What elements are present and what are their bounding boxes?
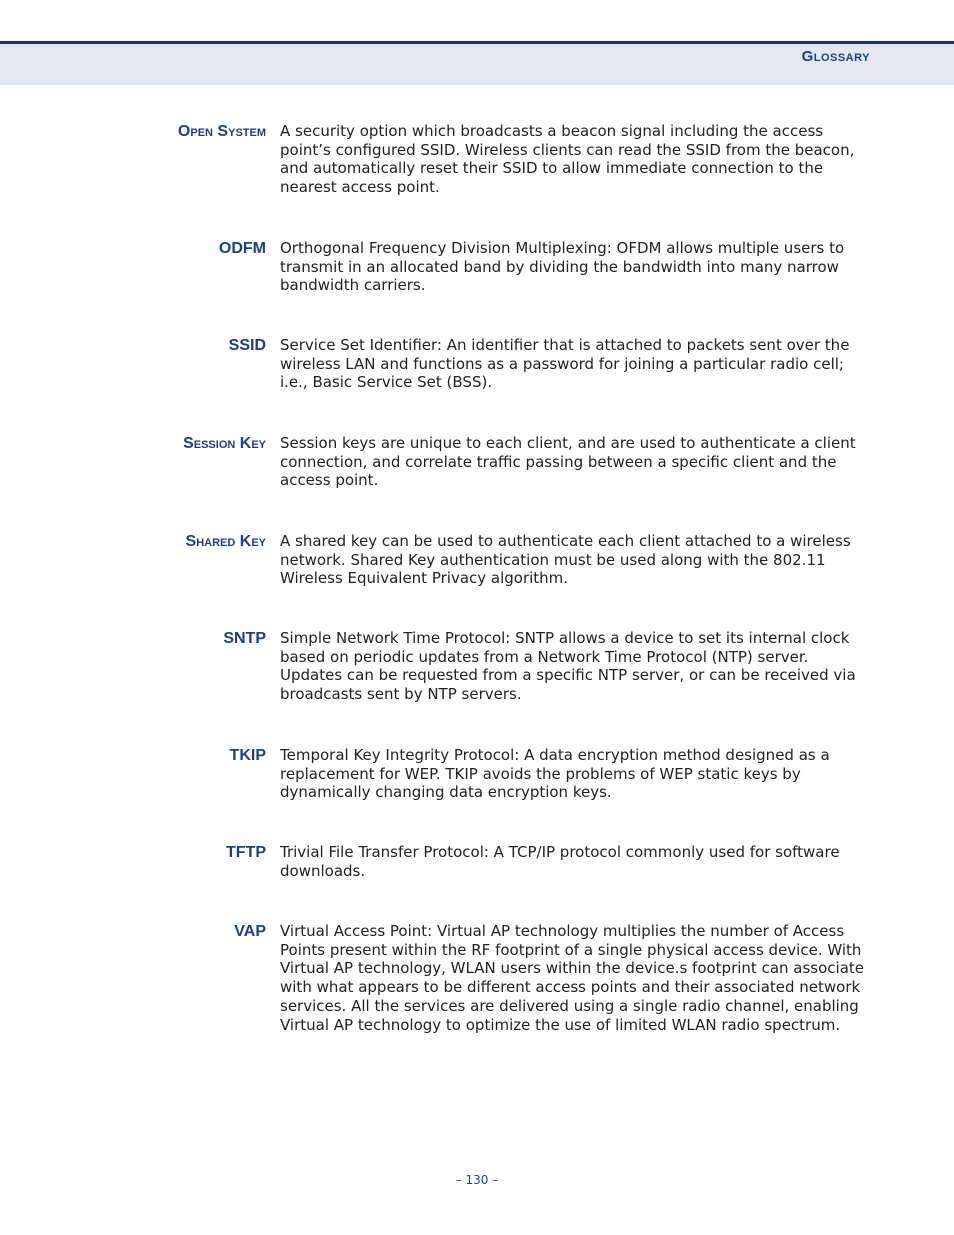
glossary-definition: Session keys are unique to each client, and are used to authenticate a client connection, and correlate traffic passing between a specific client and the access point. — [280, 434, 856, 490]
glossary-term: Session Key — [183, 435, 266, 452]
page-header — [0, 41, 954, 85]
glossary-definition: Virtual Access Point: Virtual AP technology multiplies the number of Access Points present within the RF footprint of a single physical access device. With Virtual AP technology, WLAN users within the device.s footprint can associate with what appears to be different access points and their associated network services. All the services are delivered using a single radio channel, enabling Virtual AP technology to optimize the use of limited WLAN radio spectrum. — [280, 922, 864, 1034]
glossary-term: TFTP — [226, 844, 266, 861]
glossary-term: ODFM — [218, 240, 266, 257]
glossary-term: Open System — [177, 123, 266, 140]
glossary-term: SSID — [228, 337, 266, 354]
section-title: Glossary — [801, 48, 870, 65]
glossary-definition: Trivial File Transfer Protocol: A TCP/IP protocol commonly used for software downloads. — [280, 843, 840, 880]
glossary-term: SNTP — [223, 630, 266, 647]
glossary-definition: A shared key can be used to authenticate each client attached to a wireless network. Shared Key authentication must be used along with the 802.11 Wireless Equivalent Privacy algorithm. — [280, 532, 851, 588]
glossary-definition: A security option which broadcasts a beacon signal including the access point’s configured SSID. Wireless clients can read the SSID from the beacon, and automatically reset their SSID to allow immediate connection to the nearest access point. — [280, 122, 855, 197]
glossary-definition: Simple Network Time Protocol: SNTP allows a device to set its internal clock based on periodic updates from a Network Time Protocol (NTP) server. Updates can be requested from a specific NTP server, or can be received via broadcasts sent by NTP servers. — [280, 629, 856, 704]
glossary-definition: Service Set Identifier: An identifier that is attached to packets sent over the wireless LAN and functions as a password for joining a particular radio cell; i.e., Basic Service Set (BSS). — [280, 336, 850, 392]
glossary-term: TKIP — [229, 747, 266, 764]
glossary-definition: Orthogonal Frequency Division Multiplexing: OFDM allows multiple users to transmit in an allocated band by dividing the bandwidth into many narrow bandwidth carriers. — [280, 239, 845, 295]
glossary-term: Shared Key — [185, 533, 266, 550]
glossary-definition: Temporal Key Integrity Protocol: A data encryption method designed as a replacement for WEP. TKIP avoids the problems of WEP static keys by dynamically changing data encryption keys. — [280, 746, 830, 802]
page-number: – 130 – — [455, 1173, 499, 1187]
glossary-term: VAP — [234, 923, 266, 940]
